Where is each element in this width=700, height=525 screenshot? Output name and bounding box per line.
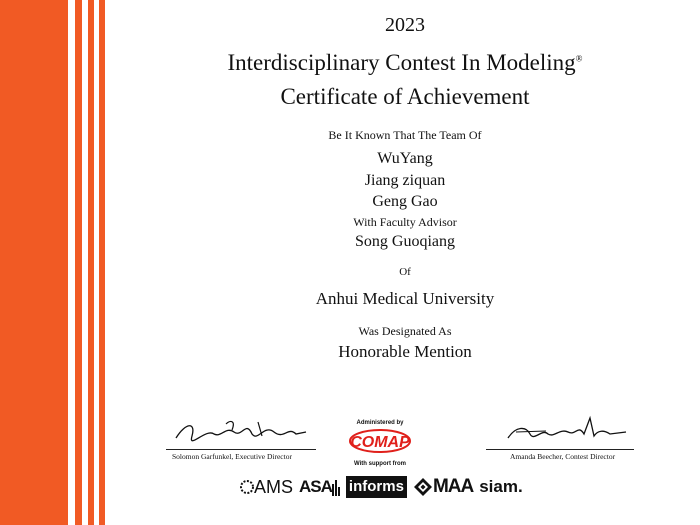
administered-by-label: Administered by	[356, 420, 404, 426]
maa-logo	[413, 476, 473, 498]
university-name: Anhui Medical University	[315, 289, 495, 308]
comap-logo-icon	[345, 426, 415, 454]
award-name: Honorable Mention	[338, 342, 472, 361]
maa-diamond-icon	[413, 477, 433, 497]
signature-block-right	[486, 414, 634, 461]
team-intro: Be It Known That The Team Of	[328, 128, 482, 142]
designated-label: Was Designated As	[358, 324, 452, 338]
signature-scribble-icon	[486, 414, 634, 444]
certificate-title: Certificate of Achievement	[280, 84, 530, 109]
team-member: Geng Gao	[372, 193, 438, 210]
advisor-intro: With Faculty Advisor	[353, 215, 457, 229]
faculty-advisor: Song Guoqiang	[355, 233, 455, 250]
ams-star-icon	[240, 480, 254, 494]
contest-name-text: Interdisciplinary Contest In Modeling	[227, 50, 576, 75]
siam-logo: siam.	[479, 477, 523, 496]
asa-bars-icon	[332, 478, 340, 496]
certificate-year: 2023	[385, 14, 425, 36]
contest-name	[110, 50, 700, 76]
signature-block-left	[166, 418, 316, 461]
contest-director-name: Amanda Beecher, Contest Director	[510, 452, 616, 461]
registered-mark: ®	[575, 53, 583, 64]
signature-line	[486, 449, 634, 450]
orange-stripes-decoration	[0, 0, 105, 525]
signature-scribble-icon	[166, 418, 316, 444]
signature-line	[166, 449, 316, 450]
asa-logo	[299, 477, 340, 497]
of-label: Of	[399, 266, 411, 278]
administration-block	[340, 420, 420, 467]
ams-logo-text: AMS	[254, 476, 294, 497]
sponsor-logos	[240, 474, 529, 500]
informs-logo: informs	[346, 476, 407, 498]
team-member: Jiang ziquan	[364, 172, 446, 189]
asa-logo-text: ASA	[299, 477, 332, 496]
support-label: With support from	[354, 461, 406, 467]
team-member: WuYang	[377, 150, 433, 167]
executive-director-name: Solomon Garfunkel, Executive Director	[172, 452, 292, 461]
ams-logo	[240, 477, 293, 498]
maa-logo-text: MAA	[432, 476, 474, 497]
comap-logo-text: COMAP	[350, 434, 410, 451]
